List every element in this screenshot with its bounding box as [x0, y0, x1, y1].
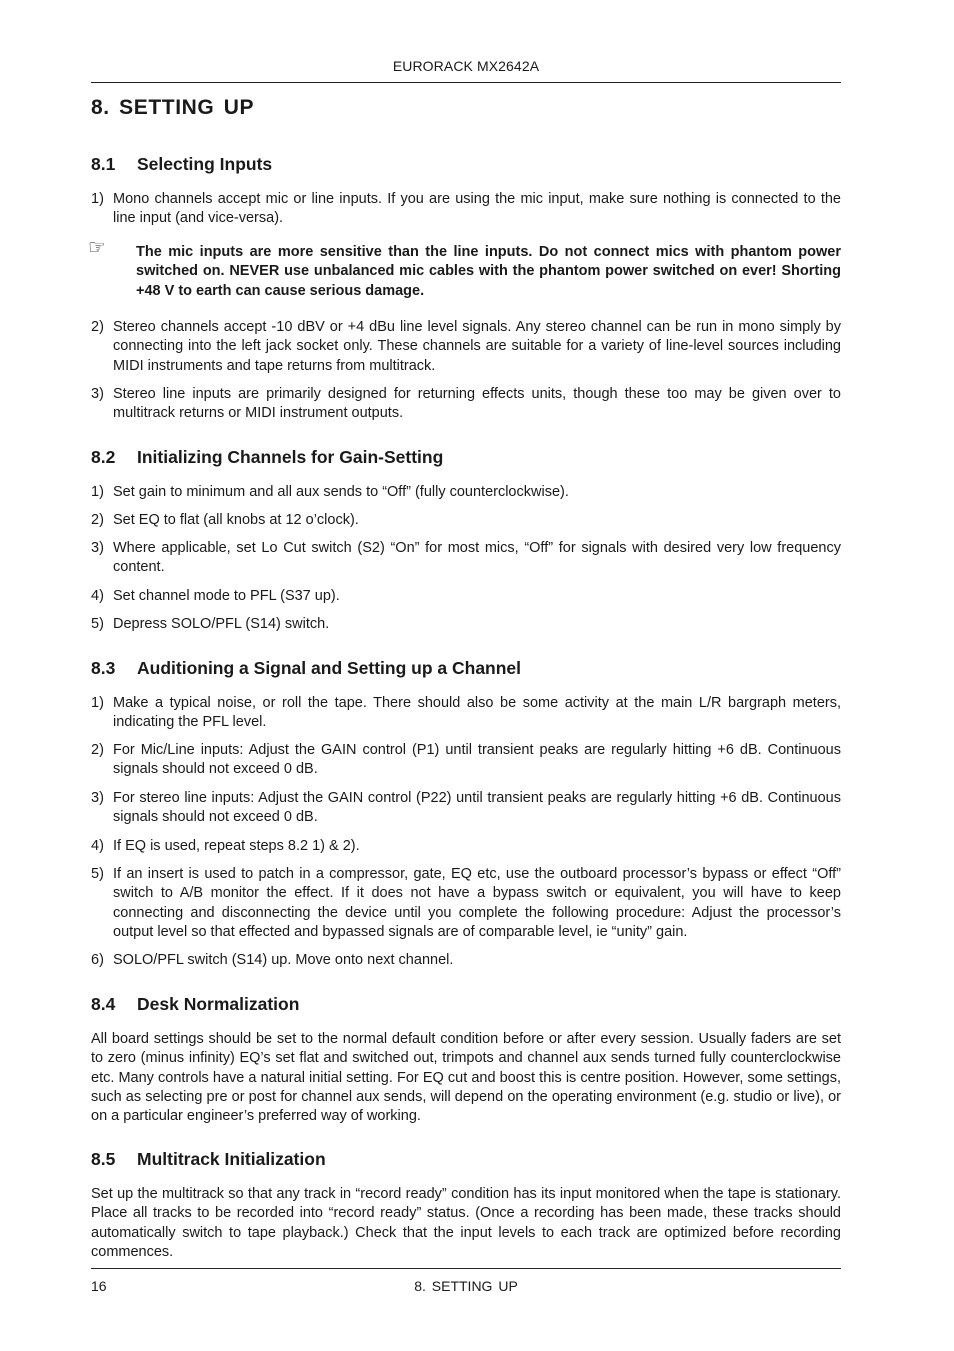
item-number: 6) — [91, 952, 104, 968]
list-item — [91, 837, 841, 856]
section-title-8-1 — [91, 154, 272, 175]
list-item — [91, 190, 841, 229]
item-number: 1) — [91, 191, 104, 207]
list-item — [91, 483, 841, 502]
section-paragraph: Set up the multitrack so that any track in “record ready” condition has its input monitored when the tape is stationary. Place all tracks to be recorded into “record ready” status. (Once a recording has been made, these tracks should automatically switch to tape playback.) Check that the input levels to each track are optimized before recording commences. — [91, 1186, 841, 1260]
item-number: 2) — [91, 319, 104, 335]
item-number: 4) — [91, 588, 104, 604]
section-title-8-3 — [91, 658, 521, 679]
item-text: Stereo channels accept -10 dBV or +4 dBu line level signals. Any stereo channel can be run in mono simply by connecting into the left jack socket only. These channels are suitable for a variety of line-level sources including MIDI instruments and tape returns from multitrack. — [113, 319, 841, 374]
item-number: 3) — [91, 386, 104, 402]
section-title-8-2 — [91, 447, 443, 468]
section-heading: Selecting Inputs — [137, 154, 273, 174]
section-number: 8.5 — [91, 1149, 116, 1169]
section-heading: Desk Normalization — [137, 994, 300, 1014]
section-number: 8.1 — [91, 154, 116, 174]
footer-section-title: 8. SETTING UP — [414, 1278, 518, 1294]
item-number: 1) — [91, 484, 104, 500]
section-heading: Initializing Channels for Gain-Setting — [137, 447, 444, 467]
item-text: Depress SOLO/PFL (S14) switch. — [113, 616, 330, 632]
section-title-8-5 — [91, 1149, 326, 1170]
list-item — [91, 951, 841, 970]
running-header: EURORACK MX2642A — [392, 58, 540, 74]
item-text: For stereo line inputs: Adjust the GAIN control (P22) until transient peaks are regularly hitting +6 dB. Continuous signals should not exceed 0 dB. — [113, 790, 841, 826]
list-item — [91, 318, 841, 376]
chapter-title: 8. SETTING UP — [91, 96, 255, 119]
list-item — [91, 789, 841, 828]
item-number: 5) — [91, 616, 104, 632]
item-number: 2) — [91, 742, 104, 758]
item-text: If an insert is used to patch in a compressor, gate, EQ etc, use the outboard processor’s bypass or effect “Off” switch to A/B monitor the effect. If it does not have a bypass switch or equivalent, you will have to keep connecting and disconnecting the device until you complete the following procedure: Adjust the processor’s output level so that effected and bypassed signals are of comparable level, ie “unity” gain. — [113, 866, 841, 940]
footer-divider — [91, 1268, 841, 1269]
section-title-8-4 — [91, 994, 299, 1015]
list-item — [91, 385, 841, 424]
item-text: Stereo line inputs are primarily designed for returning effects units, though these too may be given over to multitrack returns or MIDI instrument outputs. — [113, 386, 841, 422]
item-number: 1) — [91, 695, 104, 711]
item-number: 2) — [91, 512, 104, 528]
warning-note — [88, 237, 841, 301]
list-item — [91, 511, 841, 530]
item-text: Mono channels accept mic or line inputs. If you are using the mic input, make sure nothing is connected to the line input (and vice-versa). — [113, 191, 841, 227]
pointing-hand-icon: ☞ — [88, 237, 106, 259]
section-number: 8.2 — [91, 447, 116, 467]
section-paragraph: All board settings should be set to the normal default condition before or after every session. Usually faders are set to zero (minus infinity) EQ’s set flat and switched out, trimpots and channel aux sends turned fully counterclockwise etc. Many controls have a natural initial setting. For EQ cut and boost this is centre position. However, some settings, such as selecting pre or post for channel aux sends, will depend on the operating environment (e.g. studio or live), or on a particular engineer’s preferred way of working. — [91, 1031, 841, 1125]
page-number: 16 — [91, 1278, 107, 1294]
section-number: 8.4 — [91, 994, 116, 1014]
item-text: SOLO/PFL switch (S14) up. Move onto next channel. — [113, 952, 454, 968]
item-text: Make a typical noise, or roll the tape. There should also be some activity at the main L/R bargraph meters, indicating the PFL level. — [113, 695, 841, 731]
list-item — [91, 615, 841, 634]
item-number: 3) — [91, 790, 104, 806]
section-heading: Multitrack Initialization — [137, 1149, 326, 1169]
section-number: 8.3 — [91, 658, 116, 678]
item-text: Set channel mode to PFL (S37 up). — [113, 588, 340, 604]
list-item — [91, 694, 841, 733]
item-text: Set gain to minimum and all aux sends to “Off” (fully counterclockwise). — [113, 484, 569, 500]
item-text: Where applicable, set Lo Cut switch (S2) “On” for most mics, “Off” for signals with desired very low frequency content. — [113, 540, 841, 576]
item-number: 3) — [91, 540, 104, 556]
list-item — [91, 865, 841, 942]
list-item — [91, 539, 841, 578]
warning-text: The mic inputs are more sensitive than the line inputs. Do not connect mics with phantom power switched on. NEVER use unbalanced mic cables with the phantom power switched on ever! Shorting +48 V to earth can cause serious damage. — [136, 244, 841, 299]
list-item — [91, 587, 841, 606]
list-item — [91, 741, 841, 780]
item-text: If EQ is used, repeat steps 8.2 1) & 2). — [113, 838, 360, 854]
item-number: 4) — [91, 838, 104, 854]
section-heading: Auditioning a Signal and Setting up a Channel — [137, 658, 522, 678]
header-divider — [91, 82, 841, 83]
item-text: Set EQ to flat (all knobs at 12 o’clock). — [113, 512, 359, 528]
item-text: For Mic/Line inputs: Adjust the GAIN control (P1) until transient peaks are regularly hitting +6 dB. Continuous signals should not exceed 0 dB. — [113, 742, 841, 778]
item-number: 5) — [91, 866, 104, 882]
